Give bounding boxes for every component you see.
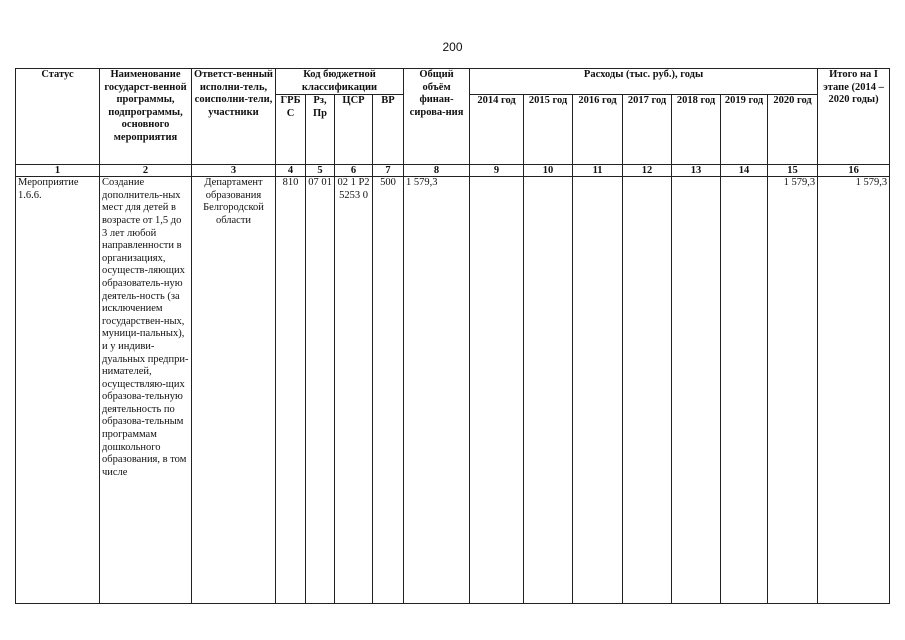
row-year-value	[623, 177, 672, 604]
column-number: 15	[768, 165, 818, 177]
row-rzpr: 07 01	[306, 177, 335, 604]
column-number: 4	[276, 165, 306, 177]
header-row-top	[16, 69, 890, 95]
header-year: 2017 год	[623, 95, 672, 165]
page-number: 200	[442, 40, 463, 54]
header-budget-code: Код бюджетной классификации	[276, 69, 404, 95]
header-csr: ЦСР	[335, 95, 373, 165]
row-grbs: 810	[276, 177, 306, 604]
row-vr: 500	[373, 177, 404, 604]
column-number: 3	[192, 165, 276, 177]
header-rzpr: Рз, Пр	[306, 95, 335, 165]
header-grbs: ГРБ С	[276, 95, 306, 165]
row-stage-total: 1 579,3	[818, 177, 890, 604]
column-number: 14	[721, 165, 768, 177]
header-year: 2019 год	[721, 95, 768, 165]
header-status: Статус	[16, 69, 100, 165]
header-expenses: Расходы (тыс. руб.), годы	[470, 69, 818, 95]
header-year: 2020 год	[768, 95, 818, 165]
header-responsible: Ответст-венный исполни-тель, соисполни-тели, участники	[192, 69, 276, 165]
column-number: 9	[470, 165, 524, 177]
column-number: 1	[16, 165, 100, 177]
column-number: 7	[373, 165, 404, 177]
row-year-value	[524, 177, 573, 604]
header-vr: ВР	[373, 95, 404, 165]
column-number: 5	[306, 165, 335, 177]
table-row	[16, 177, 890, 604]
row-csr: 02 1 P2 5253 0	[335, 177, 373, 604]
row-year-value	[470, 177, 524, 604]
column-number: 11	[573, 165, 623, 177]
column-number: 2	[100, 165, 192, 177]
column-number: 13	[672, 165, 721, 177]
column-number: 8	[404, 165, 470, 177]
row-status: Мероприятие 1.6.6.	[16, 177, 100, 604]
header-year: 2016 год	[573, 95, 623, 165]
row-year-value	[672, 177, 721, 604]
row-name: Создание дополнитель-ных мест для детей в возрасте от 1,5 до 3 лет любой направленности в организациях, осуществ-ляющих образователь-ную деятель-ность (за исключением государствен-ных, муници-пальных), и у индиви-дуальных предпри-нимателей, осуществляю-щих образова-тельную деятельность по образова-тельным программам дошкольного образования, в том числе	[100, 177, 192, 604]
header-name: Наименование государст-венной программы, подпрограммы, основного мероприятия	[100, 69, 192, 165]
column-number: 10	[524, 165, 573, 177]
column-number: 12	[623, 165, 672, 177]
column-number: 16	[818, 165, 890, 177]
header-year: 2014 год	[470, 95, 524, 165]
row-responsible: Департамент образования Белгородской области	[192, 177, 276, 604]
header-total-volume: Общий объём финан-сирова-ния	[404, 69, 470, 165]
header-year: 2015 год	[524, 95, 573, 165]
row-year-value	[573, 177, 623, 604]
row-year-value: 1 579,3	[768, 177, 818, 604]
row-year-value	[721, 177, 768, 604]
header-stage-total: Итого на I этапе (2014 – 2020 годы)	[818, 69, 890, 165]
column-number: 6	[335, 165, 373, 177]
column-number-row	[16, 165, 890, 177]
budget-table	[15, 68, 890, 604]
header-year: 2018 год	[672, 95, 721, 165]
row-total-volume: 1 579,3	[404, 177, 470, 604]
